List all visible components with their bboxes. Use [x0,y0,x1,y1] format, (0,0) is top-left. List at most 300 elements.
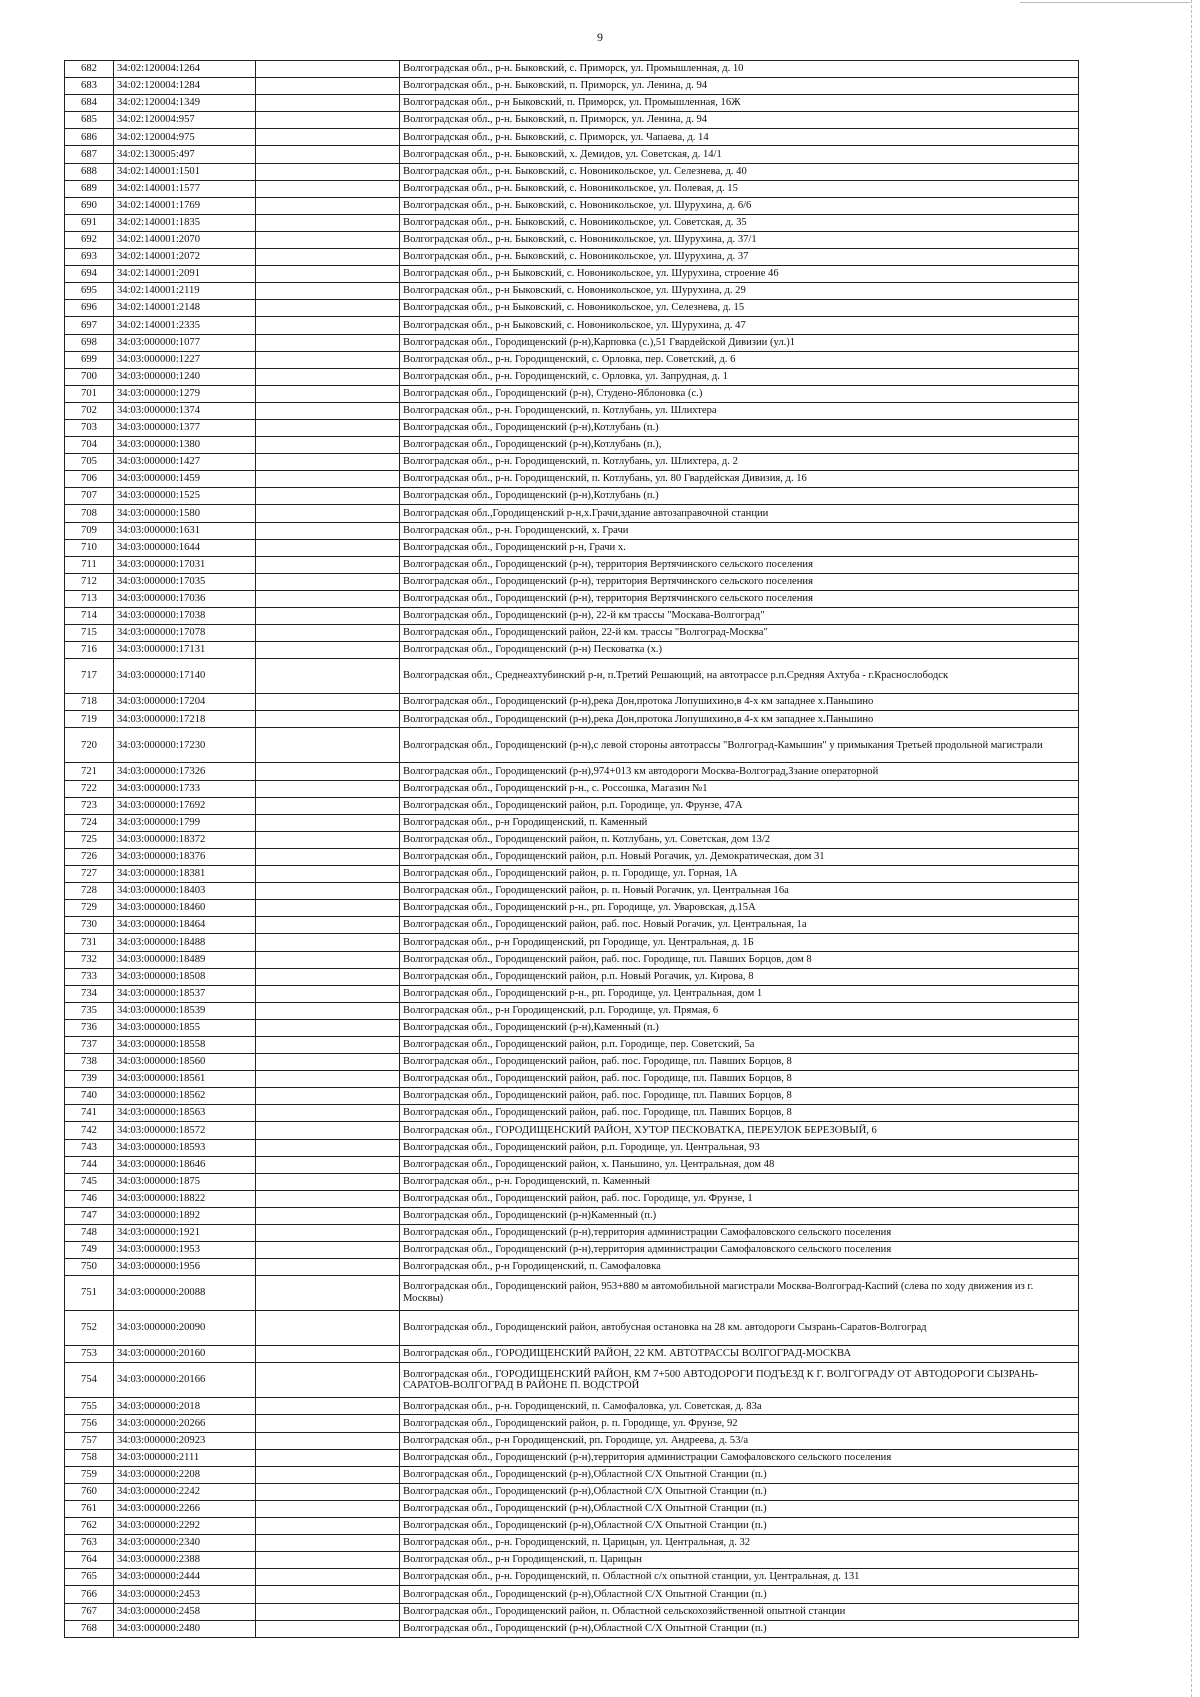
registry-body [65,61,1079,1638]
row-number: 742 [65,1122,114,1139]
address: Волгоградская обл., Городищенский р-н., рп. Городище, ул. Уваровская, д.15А [400,900,1079,917]
cadastral-number: 34:02:120004:1284 [114,78,256,95]
cadastral-number: 34:03:000000:18508 [114,968,256,985]
row-number: 720 [65,728,114,763]
registry-table [64,60,1079,1638]
row-number: 711 [65,556,114,573]
table-row [65,231,1079,248]
row-number: 694 [65,266,114,283]
empty-cell [256,1449,400,1466]
address: Волгоградская обл., Городищенский р-н., рп. Городище, ул. Центральная, дом 1 [400,985,1079,1002]
table-row [65,1569,1079,1586]
table-row [65,1311,1079,1346]
cadastral-number: 34:03:000000:20166 [114,1363,256,1398]
row-number: 729 [65,900,114,917]
cadastral-number: 34:03:000000:17038 [114,608,256,625]
empty-cell [256,1586,400,1603]
row-number: 730 [65,917,114,934]
address: Волгоградская обл., Городищенский (р-н),Областной С/Х Опытной Станции (п.) [400,1466,1079,1483]
row-number: 753 [65,1346,114,1363]
empty-cell [256,163,400,180]
row-number: 733 [65,968,114,985]
empty-cell [256,831,400,848]
cadastral-number: 34:03:000000:2208 [114,1466,256,1483]
address: Волгоградская обл., р-н. Быковский, с. Новоникольское, ул. Шурухина, д. 6/6 [400,197,1079,214]
row-number: 721 [65,763,114,780]
address: Волгоградская обл., Городищенский район, п. Областной сельскохозяйственной опытной станции [400,1603,1079,1620]
cadastral-number: 34:03:000000:2340 [114,1535,256,1552]
empty-cell [256,1363,400,1398]
cadastral-number: 34:03:000000:18381 [114,866,256,883]
address: Волгоградская обл., р-н Городищенский, п. Царицын [400,1552,1079,1569]
address: Волгоградская обл., Городищенский р-н., с. Россошка, Магазин №1 [400,780,1079,797]
cadastral-number: 34:03:000000:2453 [114,1586,256,1603]
table-row [65,1002,1079,1019]
empty-cell [256,763,400,780]
cadastral-number: 34:03:000000:1644 [114,539,256,556]
table-row [65,539,1079,556]
table-row [65,1019,1079,1036]
address: Волгоградская обл., ГОРОДИЩЕНСКИЙ РАЙОН, ХУТОР ПЕСКОВАТКА, ПЕРЕУЛОК БЕРЕЗОВЫЙ, 6 [400,1122,1079,1139]
empty-cell [256,488,400,505]
table-row [65,180,1079,197]
cadastral-number: 34:03:000000:18561 [114,1071,256,1088]
address: Волгоградская обл., р-н. Быковский, х. Демидов, ул. Советская, д. 14/1 [400,146,1079,163]
address: Волгоградская обл., Городищенский район, раб. пос. Городище, пл. Павших Борцов, 8 [400,1054,1079,1071]
address: Волгоградская обл., р-н Быковский, с. Новоникольское, ул. Шурухина, д. 47 [400,317,1079,334]
table-row [65,334,1079,351]
address: Волгоградская обл., р-н Городищенский, рп Городище, ул. Центральная, д. 1Б [400,934,1079,951]
address: Волгоградская обл., р-н Городищенский, рп. Городище, ул. Андреева, д. 53/а [400,1432,1079,1449]
table-row [65,317,1079,334]
address: Волгоградская обл., Городищенский район, раб. пос. Городище, пл. Павших Борцов, 8 [400,1071,1079,1088]
empty-cell [256,1518,400,1535]
empty-cell [256,1173,400,1190]
empty-cell [256,814,400,831]
empty-cell [256,214,400,231]
cadastral-number: 34:03:000000:2266 [114,1500,256,1517]
cadastral-number: 34:02:130005:497 [114,146,256,163]
empty-cell [256,1139,400,1156]
empty-cell [256,1432,400,1449]
row-number: 732 [65,951,114,968]
empty-cell [256,1105,400,1122]
address: Волгоградская обл., р-н. Быковский, с. Новоникольское, ул. Шурухина, д. 37 [400,249,1079,266]
table-row [65,985,1079,1002]
empty-cell [256,1036,400,1053]
row-number: 737 [65,1036,114,1053]
row-number: 767 [65,1603,114,1620]
row-number: 698 [65,334,114,351]
table-row [65,1105,1079,1122]
address: Волгоградская обл., Городищенский (р-н),Областной С/Х Опытной Станции (п.) [400,1518,1079,1535]
row-number: 707 [65,488,114,505]
empty-cell [256,642,400,659]
address: Волгоградская обл., Городищенский район, р.п. Городище, пер. Советский, 5а [400,1036,1079,1053]
row-number: 731 [65,934,114,951]
cadastral-number: 34:03:000000:17140 [114,659,256,694]
empty-cell [256,1552,400,1569]
empty-cell [256,1071,400,1088]
empty-cell [256,1398,400,1415]
cadastral-number: 34:03:000000:18558 [114,1036,256,1053]
address: Волгоградская обл., Городищенский район, р.п. Городище, ул. Центральная, 93 [400,1139,1079,1156]
cadastral-number: 34:03:000000:2292 [114,1518,256,1535]
cadastral-number: 34:03:000000:17230 [114,728,256,763]
empty-cell [256,522,400,539]
address: Волгоградская обл., р-н. Быковский, с. Приморск, ул. Промышленная, д. 10 [400,61,1079,78]
row-number: 704 [65,437,114,454]
table-row [65,900,1079,917]
row-number: 749 [65,1242,114,1259]
cadastral-number: 34:03:000000:1892 [114,1207,256,1224]
table-row [65,917,1079,934]
empty-cell [256,1122,400,1139]
table-row [65,608,1079,625]
empty-cell [256,625,400,642]
empty-cell [256,78,400,95]
empty-cell [256,1002,400,1019]
empty-cell [256,900,400,917]
table-row [65,1259,1079,1276]
address: Волгоградская обл., Городищенский район, р.п. Новый Рогачик, ул. Демократическая, дом 31 [400,848,1079,865]
cadastral-number: 34:03:000000:1427 [114,454,256,471]
address: Волгоградская обл., Городищенский (р-н)Каменный (п.) [400,1207,1079,1224]
table-row [65,249,1079,266]
table-row [65,1173,1079,1190]
empty-cell [256,1054,400,1071]
empty-cell [256,317,400,334]
address: Волгоградская обл., р-н Быковский, с. Новоникольское, ул. Шурухина, строение 46 [400,266,1079,283]
row-number: 750 [65,1259,114,1276]
row-number: 699 [65,351,114,368]
empty-cell [256,1346,400,1363]
address: Волгоградская обл., Городищенский район, р. п. Городище, ул. Фрунзе, 92 [400,1415,1079,1432]
cadastral-number: 34:03:000000:1631 [114,522,256,539]
address: Волгоградская обл., Городищенский (р-н), 22-й км трассы "Москава-Волгоград" [400,608,1079,625]
empty-cell [256,1311,400,1346]
empty-cell [256,866,400,883]
cadastral-number: 34:03:000000:2242 [114,1483,256,1500]
cadastral-number: 34:03:000000:2480 [114,1620,256,1637]
cadastral-number: 34:03:000000:20266 [114,1415,256,1432]
empty-cell [256,968,400,985]
row-number: 715 [65,625,114,642]
empty-cell [256,608,400,625]
cadastral-number: 34:02:140001:1835 [114,214,256,231]
empty-cell [256,539,400,556]
table-row [65,934,1079,951]
empty-cell [256,590,400,607]
row-number: 690 [65,197,114,214]
address: Волгоградская обл., р-н. Быковский, с. Новоникольское, ул. Советская, д. 35 [400,214,1079,231]
cadastral-number: 34:03:000000:17078 [114,625,256,642]
row-number: 700 [65,368,114,385]
cadastral-number: 34:03:000000:18372 [114,831,256,848]
empty-cell [256,180,400,197]
empty-cell [256,1603,400,1620]
cadastral-number: 34:03:000000:2458 [114,1603,256,1620]
table-row [65,1242,1079,1259]
cadastral-number: 34:03:000000:1580 [114,505,256,522]
address: Волгоградская обл., Городищенский район, раб. пос. Городище, пл. Павших Борцов, 8 [400,1088,1079,1105]
address: Волгоградская обл., Городищенский (р-н),Котлубань (п.) [400,488,1079,505]
empty-cell [256,454,400,471]
cadastral-number: 34:03:000000:18403 [114,883,256,900]
table-row [65,1207,1079,1224]
table-row [65,368,1079,385]
cadastral-number: 34:03:000000:18563 [114,1105,256,1122]
cadastral-number: 34:02:140001:2119 [114,283,256,300]
row-number: 697 [65,317,114,334]
cadastral-number: 34:02:120004:975 [114,129,256,146]
empty-cell [256,419,400,436]
cadastral-number: 34:03:000000:18572 [114,1122,256,1139]
address: Волгоградская обл., Городищенский район, раб. пос. Городище, пл. Павших Борцов, 8 [400,1105,1079,1122]
empty-cell [256,505,400,522]
cadastral-number: 34:03:000000:1733 [114,780,256,797]
row-number: 719 [65,711,114,728]
row-number: 762 [65,1518,114,1535]
row-number: 706 [65,471,114,488]
table-row [65,968,1079,985]
row-number: 766 [65,1586,114,1603]
address: Волгоградская обл., Городищенский (р-н), территория Вертячинского сельского поселения [400,590,1079,607]
cadastral-number: 34:02:140001:2335 [114,317,256,334]
address: Волгоградская обл., ГОРОДИЩЕНСКИЙ РАЙОН, КМ 7+500 АВТОДОРОГИ ПОДЪЕЗД К Г. ВОЛГОГРАДУ ОТ АВТОДОРОГИ СЫЗРАНЬ-САРАТОВ-ВОЛГОГРАД В РАЙОНЕ П. ВОДСТРОЙ [400,1363,1079,1398]
empty-cell [256,659,400,694]
row-number: 714 [65,608,114,625]
row-number: 745 [65,1173,114,1190]
row-number: 758 [65,1449,114,1466]
empty-cell [256,1207,400,1224]
table-row [65,1036,1079,1053]
empty-cell [256,1190,400,1207]
row-number: 689 [65,180,114,197]
table-row [65,385,1079,402]
table-row [65,163,1079,180]
empty-cell [256,1276,400,1311]
address: Волгоградская обл., Городищенский район, раб. пос. Городище, пл. Павших Борцов, дом 8 [400,951,1079,968]
empty-cell [256,556,400,573]
table-row [65,694,1079,711]
cadastral-number: 34:03:000000:1077 [114,334,256,351]
row-number: 703 [65,419,114,436]
cadastral-number: 34:03:000000:18376 [114,848,256,865]
empty-cell [256,368,400,385]
table-row [65,711,1079,728]
row-number: 738 [65,1054,114,1071]
cadastral-number: 34:02:120004:1264 [114,61,256,78]
cadastral-number: 34:03:000000:2444 [114,1569,256,1586]
table-row [65,522,1079,539]
table-row [65,437,1079,454]
cadastral-number: 34:03:000000:1855 [114,1019,256,1036]
cadastral-number: 34:03:000000:1799 [114,814,256,831]
cadastral-number: 34:03:000000:18539 [114,1002,256,1019]
cadastral-number: 34:03:000000:18562 [114,1088,256,1105]
cadastral-number: 34:03:000000:18488 [114,934,256,951]
row-number: 741 [65,1105,114,1122]
empty-cell [256,1483,400,1500]
empty-cell [256,1500,400,1517]
table-row [65,95,1079,112]
table-row [65,283,1079,300]
empty-cell [256,917,400,934]
address: Волгоградская обл., Городищенский район, п. Котлубань, ул. Советская, дом 13/2 [400,831,1079,848]
table-row [65,471,1079,488]
table-row [65,1139,1079,1156]
address: Волгоградская обл., Городищенский (р-н), территория Вертячинского сельского поселения [400,573,1079,590]
address: Волгоградская обл., Городищенский (р-н),территория администрации Самофаловского сельского поселения [400,1449,1079,1466]
row-number: 725 [65,831,114,848]
cadastral-number: 34:02:140001:2072 [114,249,256,266]
address: Волгоградская обл., Городищенский район, автобусная остановка на 28 км. автодороги Сызрань-Саратов-Волгоград [400,1311,1079,1346]
table-row [65,454,1079,471]
address: Волгоградская обл., р-н Городищенский, р.п. Городище, ул. Прямая, 6 [400,1002,1079,1019]
cadastral-number: 34:02:120004:957 [114,112,256,129]
address: Волгоградская обл., р-н. Быковский, с. Новоникольское, ул. Шурухина, д. 37/1 [400,231,1079,248]
row-number: 746 [65,1190,114,1207]
address: Волгоградская обл., р-н Быковский, с. Новоникольское, ул. Шурухина, д. 29 [400,283,1079,300]
empty-cell [256,797,400,814]
empty-cell [256,780,400,797]
address: Волгоградская обл., Городищенский район, раб. пос. Новый Рогачик, ул. Центральная, 1а [400,917,1079,934]
row-number: 696 [65,300,114,317]
table-row [65,1518,1079,1535]
table-row [65,590,1079,607]
table-row [65,1122,1079,1139]
table-row [65,556,1079,573]
row-number: 684 [65,95,114,112]
address: Волгоградская обл., Городищенский (р-н),территория администрации Самофаловского сельского поселения [400,1242,1079,1259]
row-number: 718 [65,694,114,711]
row-number: 744 [65,1156,114,1173]
scan-top-line [1020,2,1190,3]
table-row [65,300,1079,317]
address: Волгоградская обл., р-н. Городищенский, п. Котлубань, ул. Шлихтера [400,402,1079,419]
row-number: 728 [65,883,114,900]
row-number: 752 [65,1311,114,1346]
row-number: 765 [65,1569,114,1586]
row-number: 688 [65,163,114,180]
cadastral-number: 34:03:000000:1377 [114,419,256,436]
cadastral-number: 34:03:000000:17131 [114,642,256,659]
empty-cell [256,197,400,214]
table-row [65,1415,1079,1432]
table-row [65,1225,1079,1242]
empty-cell [256,1569,400,1586]
cadastral-number: 34:03:000000:17035 [114,573,256,590]
address: Волгоградская обл., Среднеахтубинский р-н, п.Третий Решающий, на автотрассе р.п.Средняя Ахтуба - г.Краснослободск [400,659,1079,694]
cadastral-number: 34:03:000000:1279 [114,385,256,402]
table-row [65,1449,1079,1466]
empty-cell [256,883,400,900]
table-row [65,266,1079,283]
address: Волгоградская обл., Городищенский (р-н),Областной С/Х Опытной Станции (п.) [400,1500,1079,1517]
empty-cell [256,1242,400,1259]
table-row [65,1603,1079,1620]
row-number: 723 [65,797,114,814]
address: Волгоградская обл., р-н. Городищенский, п. Каменный [400,1173,1079,1190]
row-number: 760 [65,1483,114,1500]
address: Волгоградская обл., р-н Городищенский, п. Каменный [400,814,1079,831]
row-number: 691 [65,214,114,231]
table-row [65,642,1079,659]
row-number: 687 [65,146,114,163]
row-number: 705 [65,454,114,471]
address: Волгоградская обл., Городищенский (р-н),Котлубань (п.) [400,419,1079,436]
row-number: 693 [65,249,114,266]
empty-cell [256,728,400,763]
address: Волгоградская обл., Городищенский р-н, Грачи х. [400,539,1079,556]
empty-cell [256,711,400,728]
cadastral-number: 34:03:000000:1956 [114,1259,256,1276]
row-number: 682 [65,61,114,78]
cadastral-number: 34:03:000000:18593 [114,1139,256,1156]
address: Волгоградская обл., Городищенский (р-н),Областной С/Х Опытной Станции (п.) [400,1620,1079,1637]
address: Волгоградская обл., р-н. Городищенский, п. Самофаловка, ул. Советская, д. 83а [400,1398,1079,1415]
cadastral-number: 34:02:140001:2070 [114,231,256,248]
cadastral-number: 34:03:000000:1380 [114,437,256,454]
address: Волгоградская обл., Городищенский район, 953+880 м автомобильной магистрали Москва-Волгоград-Каспий (слева по ходу движения из г. Москвы) [400,1276,1079,1311]
address: Волгоградская обл., Городищенский (р-н),территория администрации Самофаловского сельского поселения [400,1225,1079,1242]
empty-cell [256,61,400,78]
address: Волгоградская обл., р-н. Быковский, п. Приморск, ул. Ленина, д. 94 [400,78,1079,95]
table-row [65,780,1079,797]
page-number: 9 [597,30,603,44]
cadastral-number: 34:03:000000:17204 [114,694,256,711]
table-row [65,112,1079,129]
table-row [65,728,1079,763]
cadastral-number: 34:03:000000:17031 [114,556,256,573]
address: Волгоградская обл., р-н. Быковский, с. Новоникольское, ул. Селезнева, д. 40 [400,163,1079,180]
table-row [65,197,1079,214]
row-number: 743 [65,1139,114,1156]
empty-cell [256,1259,400,1276]
address: Волгоградская обл., р-н. Городищенский, х. Грачи [400,522,1079,539]
cadastral-number: 34:03:000000:20090 [114,1311,256,1346]
cadastral-number: 34:03:000000:18489 [114,951,256,968]
row-number: 716 [65,642,114,659]
table-row [65,1500,1079,1517]
address: Волгоградская обл., р-н. Городищенский, п. Котлубань, ул. 80 Гвардейская Дивизия, д. 16 [400,471,1079,488]
table-row [65,848,1079,865]
address: Волгоградская обл., р-н. Городищенский, п. Котлубань, ул. Шлихтера, д. 2 [400,454,1079,471]
row-number: 695 [65,283,114,300]
cadastral-number: 34:03:000000:2111 [114,1449,256,1466]
cadastral-number: 34:02:140001:1501 [114,163,256,180]
row-number: 748 [65,1225,114,1242]
cadastral-number: 34:03:000000:2388 [114,1552,256,1569]
table-row [65,488,1079,505]
empty-cell [256,951,400,968]
table-row [65,866,1079,883]
address: Волгоградская обл., р-н. Быковский, с. Новоникольское, ул. Полевая, д. 15 [400,180,1079,197]
address: Волгоградская обл., Городищенский район, р.п. Городище, ул. Фрунзе, 47А [400,797,1079,814]
address: Волгоградская обл., Городищенский район, х. Паньшино, ул. Центральная, дом 48 [400,1156,1079,1173]
address: Волгоградская обл., ГОРОДИЩЕНСКИЙ РАЙОН, 22 КМ. АВТОТРАССЫ ВОЛГОГРАД-МОСКВА [400,1346,1079,1363]
table-row [65,1432,1079,1449]
row-number: 761 [65,1500,114,1517]
cadastral-number: 34:03:000000:18822 [114,1190,256,1207]
address: Волгоградская обл., Городищенский район, 22-й км. трассы "Волгоград-Москва" [400,625,1079,642]
cadastral-number: 34:03:000000:18646 [114,1156,256,1173]
row-number: 756 [65,1415,114,1432]
address: Волгоградская обл., р-н Городищенский, п. Самофаловка [400,1259,1079,1276]
address: Волгоградская обл., Городищенский (р-н),974+013 км автодороги Москва-Волгоград,Ззание операторной [400,763,1079,780]
empty-cell [256,300,400,317]
